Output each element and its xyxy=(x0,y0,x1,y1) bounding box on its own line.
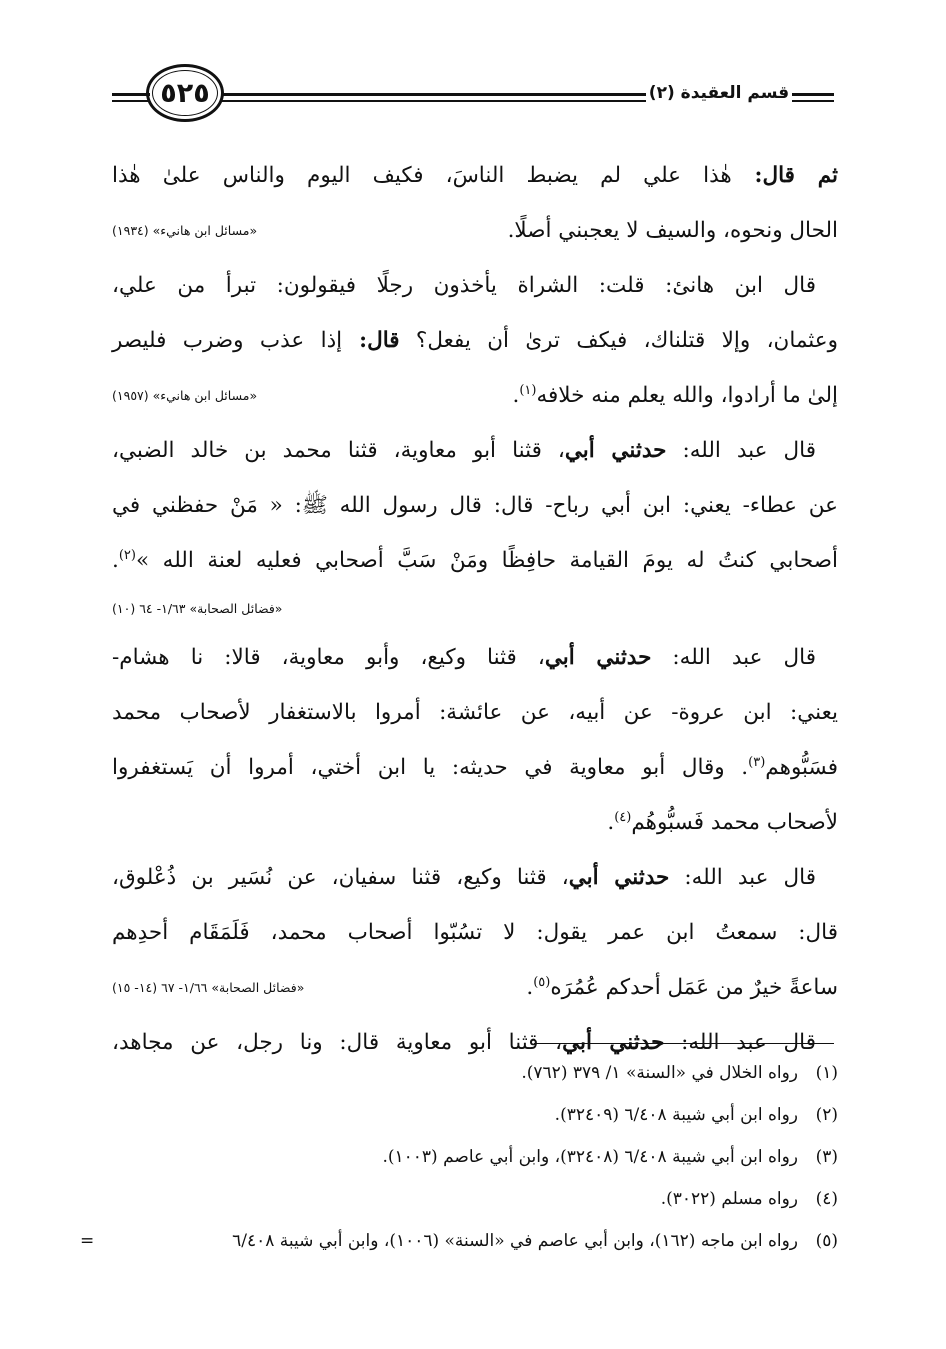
footnote-text: رواه ابن أبي شيبة ٦/٤٠٨ (٣٢٤٠٩). xyxy=(554,1105,798,1125)
text-span: حدثني أبي xyxy=(562,1030,665,1055)
header-rule xyxy=(222,100,646,102)
page-number-badge xyxy=(146,64,224,122)
text-span: قال عبد الله: xyxy=(666,438,816,463)
text-span: . xyxy=(512,383,520,408)
text-span: ، قثنا وكيع، قثنا سفيان، عن نُسَير بن ذُعْلوق، xyxy=(112,865,569,890)
paragraph xyxy=(112,630,838,850)
header-rule xyxy=(792,93,834,96)
text-span: . وقال أبو معاوية في حديثه: يا ابن أختي، أمروا أن يَستغفروا xyxy=(112,755,749,780)
source-citation xyxy=(112,588,838,630)
text-span: وعثمان، وإلا قتلناك، فيكف ترىٰ أن يفعل؟ xyxy=(399,328,838,353)
footnote-text: رواه مسلم (٣٠٢٢). xyxy=(660,1189,798,1209)
footnote-number: (١) xyxy=(815,1063,838,1083)
text-span: ، قثنا وكيع، وأبو معاوية، قالا: نا هشام- xyxy=(112,645,545,670)
text-span: ساعةً خيرٌ من عَمَل أحدكم عُمُرَه xyxy=(550,975,838,1000)
text-line xyxy=(112,258,838,313)
text-line xyxy=(112,630,838,685)
text-span: . xyxy=(607,810,615,835)
text-span: قال عبد الله: xyxy=(669,865,816,890)
text-line xyxy=(112,203,838,258)
text-span: ، قثنا أبو معاوية قال: ونا رجل، عن مجاهد، xyxy=(112,1030,563,1055)
source-citation: «فضائل الصحابة» ١/٦٦- ٦٧ (١٤- ١٥) xyxy=(112,980,305,995)
text-span: لأصحاب محمد فَسبُّوهُم xyxy=(631,810,838,835)
source-citation: «مسائل ابن هانيء» (١٩٥٧) xyxy=(112,388,258,403)
text-span: حدثني أبي xyxy=(564,438,667,463)
footnote-number: (٤) xyxy=(815,1189,838,1209)
text-span: عن عطاء- يعني: ابن أبي رباح- قال: قال رسول الله ﷺ: « مَنْ حفظني في xyxy=(112,493,838,518)
footnote-ref: (٢) xyxy=(118,547,136,563)
header-rule xyxy=(222,93,646,96)
text-span: قال عبد الله: xyxy=(664,1030,816,1055)
text-span: حدثني أبي xyxy=(544,645,652,670)
footnote-item xyxy=(80,1136,838,1178)
text-line xyxy=(112,960,838,1015)
paragraph xyxy=(112,850,838,1015)
text-span: حدثني أبي xyxy=(568,865,670,890)
text-line xyxy=(112,313,838,368)
running-title: قسم العقيدة (٢) xyxy=(648,83,790,103)
main-text xyxy=(112,148,838,1070)
source-citation: «مسائل ابن هانيء» (١٩٣٤) xyxy=(112,223,258,238)
footnote-number: (٢) xyxy=(815,1105,838,1125)
text-line xyxy=(112,533,838,588)
text-span: فسَبُّوهم xyxy=(765,755,838,780)
text-line xyxy=(112,850,838,905)
text-span: قال: xyxy=(342,328,400,353)
text-span: إلىٰ ما أرادوا، والله يعلم منه خلافه xyxy=(536,383,838,408)
footnote-text: رواه ابن أبي شيبة ٦/٤٠٨ (٣٢٤٠٨)، وابن أبي عاصم (١٠٠٣). xyxy=(382,1147,798,1167)
footnote-number: (٣) xyxy=(815,1147,838,1167)
text-line xyxy=(112,905,838,960)
text-span: قال: سمعتُ ابن عمر يقول: لا تسُبّوا أصحاب محمد، فَلَمَقَام أحدِهم xyxy=(112,920,838,945)
text-span: إذا عذب وضرب فليصر xyxy=(112,328,343,353)
paragraph xyxy=(112,423,838,630)
text-span: . xyxy=(526,975,534,1000)
text-line xyxy=(112,795,838,850)
continuation-mark: = xyxy=(80,1231,95,1251)
text-line xyxy=(112,423,838,478)
footnote-number: (٥) xyxy=(815,1231,838,1251)
footnote-ref: (٤) xyxy=(614,809,632,825)
footnote-item xyxy=(80,1052,838,1094)
text-line xyxy=(112,685,838,740)
text-span: قال ابن هانئ: قلت: الشراة يأخذون رجلًا فيقولون: تبرأ من علي، xyxy=(112,273,816,298)
text-span: قال عبد الله: xyxy=(651,645,816,670)
footnote-item xyxy=(80,1094,838,1136)
text-line xyxy=(112,148,838,203)
text-span: يعني: ابن عروة- عن أبيه، عن عائشة: أمروا بالاستغفار لأصحاب محمد xyxy=(112,700,838,725)
text-span: ، قثنا أبو معاوية، قثنا محمد بن خالد الضبي، xyxy=(112,438,565,463)
page-number: ٥٢٥ xyxy=(160,77,210,109)
footnote-item xyxy=(80,1220,838,1262)
text-span: . xyxy=(112,548,119,573)
text-line xyxy=(112,478,838,533)
text-line xyxy=(112,368,838,423)
footnote-ref: (١) xyxy=(519,382,537,398)
paragraph xyxy=(112,258,838,423)
text-line xyxy=(112,740,838,795)
header-rule xyxy=(112,100,150,102)
footnote-ref: (٣) xyxy=(748,754,766,770)
footnotes xyxy=(80,1052,838,1262)
footnote-separator xyxy=(534,1043,834,1044)
text-span: ثم قال: xyxy=(731,163,838,188)
footnote-text: رواه ابن ماجه (١٦٢)، وابن أبي عاصم في «السنة» (١٠٠٦)، وابن أبي شيبة ٦/٤٠٨ xyxy=(232,1231,798,1251)
header-rule xyxy=(792,100,834,102)
text-span: هٰذا علي لم يضبط الناسَ، فكيف اليوم والناس علىٰ هٰذا xyxy=(112,163,732,188)
footnote-ref: (٥) xyxy=(533,974,551,990)
paragraph xyxy=(112,148,838,258)
text-span: أصحابي كنتُ له يومَ القيامة حافِظًا ومَنْ سَبَّ أصحابي فعليه لعنة الله » xyxy=(135,548,838,573)
footnote-item xyxy=(80,1178,838,1220)
footnote-text: رواه الخلال في «السنة» ١/ ٣٧٩ (٧٦٢). xyxy=(521,1063,798,1083)
header-rule xyxy=(112,93,150,96)
source-citation-text: «فضائل الصحابة» ١/٦٣- ٦٤ (١٠) xyxy=(112,601,283,616)
text-span: الحال ونحوه، والسيف لا يعجبني أصلًا. xyxy=(507,218,838,243)
